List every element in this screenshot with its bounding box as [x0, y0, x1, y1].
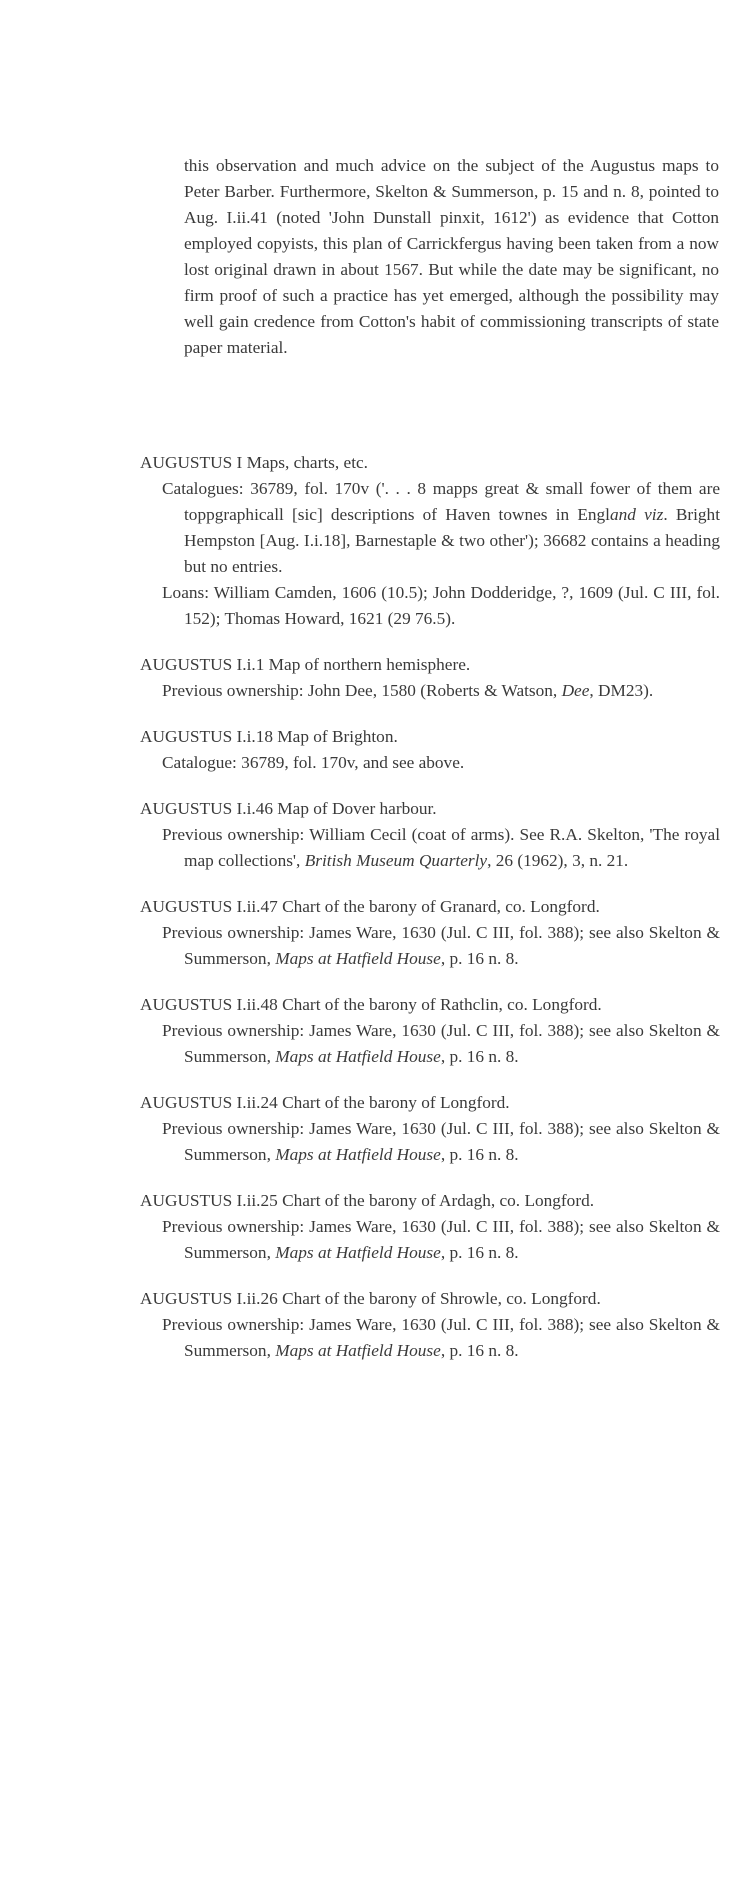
entry-heading: AUGUSTUS I.i.1 Map of northern hemisphere. [140, 655, 471, 674]
catalogue-entries [140, 450, 720, 1384]
entry-note: Loans: William Camden, 1606 (10.5); John Dodderidge, ?, 1609 (Jul. C III, fol. 152); Thomas Howard, 1621 (29 76.5). [162, 583, 720, 628]
entry-heading: AUGUSTUS I.ii.24 Chart of the barony of Longford. [140, 1093, 510, 1112]
entry-note: Previous ownership: James Ware, 1630 (Jul. C III, fol. 388); see also Skelton & Summerson, Maps at Hatfield House, p. 16 n. 8. [162, 923, 720, 968]
catalogue-entry [140, 796, 720, 874]
entry-heading: AUGUSTUS I.ii.26 Chart of the barony of Shrowle, co. Longford. [140, 1289, 601, 1308]
entry-heading: AUGUSTUS I Maps, charts, etc. [140, 453, 368, 472]
catalogue-entry [140, 652, 720, 704]
entry-note: Previous ownership: James Ware, 1630 (Jul. C III, fol. 388); see also Skelton & Summerson, Maps at Hatfield House, p. 16 n. 8. [162, 1315, 720, 1360]
entry-heading: AUGUSTUS I.ii.48 Chart of the barony of Rathclin, co. Longford. [140, 995, 602, 1014]
entry-note: Previous ownership: James Ware, 1630 (Jul. C III, fol. 388); see also Skelton & Summerson, Maps at Hatfield House, p. 16 n. 8. [162, 1119, 720, 1164]
catalogue-entry [140, 450, 720, 632]
entry-heading: AUGUSTUS I.ii.25 Chart of the barony of Ardagh, co. Longford. [140, 1191, 595, 1210]
intro-paragraph: this observation and much advice on the subject of the Augustus maps to Peter Barber. Furthermore, Skelton & Summerson, p. 15 and n. 8, pointed to Aug. I.ii.41 (noted 'John Dunstall pinxit, 1612') as evidence that Cotton employed copyists, this plan of Carrickfergus having been taken from a now lost original drawn in about 1567. But while the date may be significant, no firm proof of such a practice has yet emerged, although the possibility may well gain credence from Cotton's habit of commissioning transcripts of state paper material. [184, 156, 719, 358]
entry-heading: AUGUSTUS I.i.46 Map of Dover harbour. [140, 799, 437, 818]
entry-note: Previous ownership: John Dee, 1580 (Roberts & Watson, Dee, DM23). [162, 681, 654, 700]
entry-heading: AUGUSTUS I.i.18 Map of Brighton. [140, 727, 398, 746]
catalogue-entry [140, 894, 720, 972]
entry-note: Previous ownership: James Ware, 1630 (Jul. C III, fol. 388); see also Skelton & Summerson, Maps at Hatfield House, p. 16 n. 8. [162, 1021, 720, 1066]
entry-note: Previous ownership: William Cecil (coat of arms). See R.A. Skelton, 'The royal map collections', British Museum Quarterly, 26 (1962), 3, n. 21. [162, 825, 720, 870]
catalogue-entry [140, 1090, 720, 1168]
entry-heading: AUGUSTUS I.ii.47 Chart of the barony of Granard, co. Longford. [140, 897, 600, 916]
catalogue-entry [140, 1188, 720, 1266]
catalogue-entry [140, 1286, 720, 1364]
entry-note: Catalogues: 36789, fol. 170v ('. . . 8 mapps great & small fower of them are toppgraphicall [sic] descriptions of Haven townes in England viz. Bright Hempston [Aug. I.i.18], Barnestaple & two other'); 36682 contains a heading but no entries. [162, 479, 720, 576]
entry-note: Catalogue: 36789, fol. 170v, and see above. [162, 753, 465, 772]
catalogue-entry [140, 992, 720, 1070]
catalogue-entry [140, 724, 720, 776]
entry-note: Previous ownership: James Ware, 1630 (Jul. C III, fol. 388); see also Skelton & Summerson, Maps at Hatfield House, p. 16 n. 8. [162, 1217, 720, 1262]
